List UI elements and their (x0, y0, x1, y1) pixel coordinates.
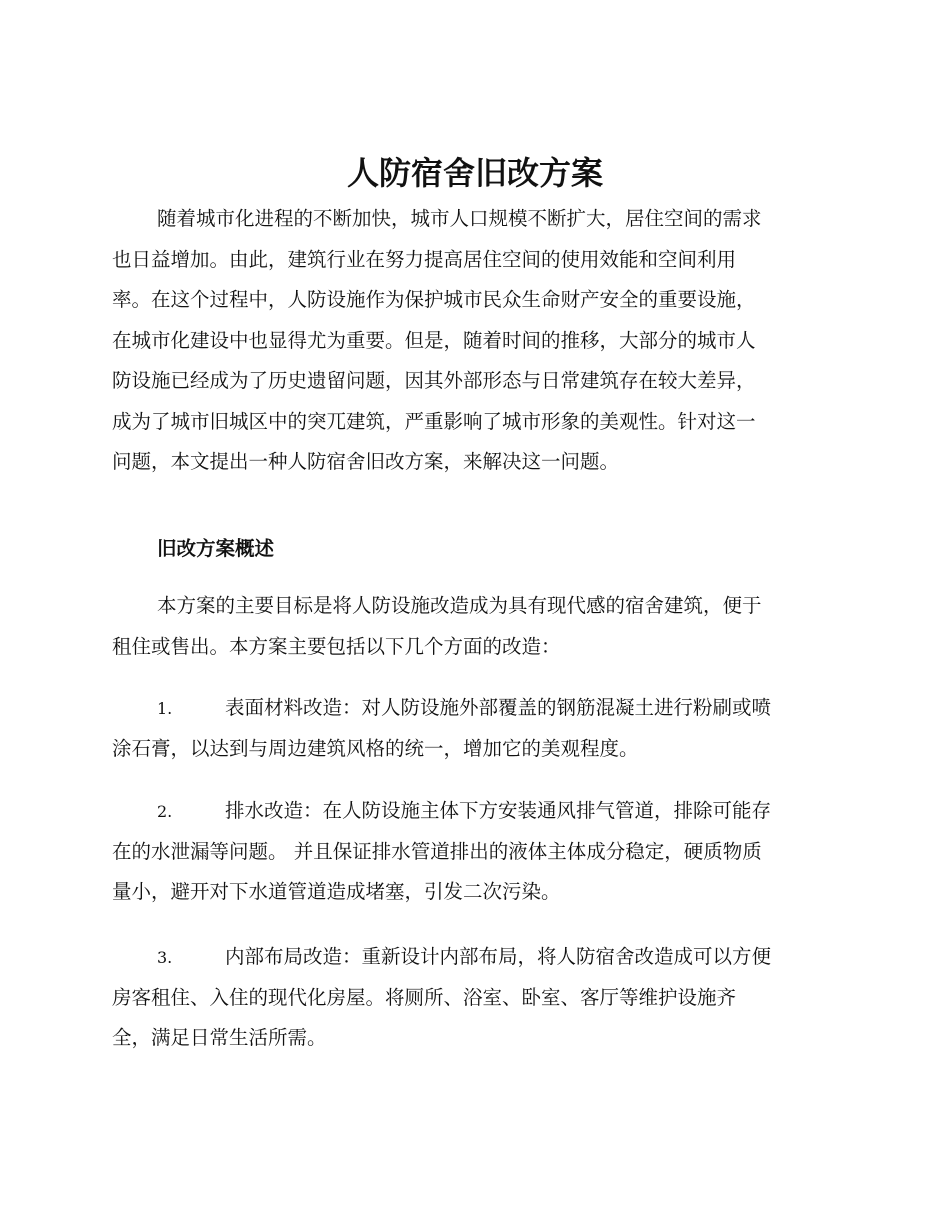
intro-line: 率。在这个过程中，人防设施作为保护城市民众生命财产安全的重要设施， (112, 288, 756, 311)
intro-line: 防设施已经成为了历史遗留问题，因其外部形态与日常建筑存在较大差异， (112, 369, 756, 392)
list-item-line: 在的水泄漏等问题。 并且保证排水管道排出的液体主体成分稳定，硬质物质 (112, 839, 762, 863)
list-item-number: 1. (157, 699, 173, 718)
intro-line: 随着城市化进程的不断加快，城市人口规模不断扩大，居住空间的需求 (157, 207, 762, 230)
list-item-text: 排水改造：在人防设施主体下方安装通风排气管道，排除可能存 (225, 799, 772, 822)
intro-paragraph (112, 199, 838, 483)
list-item-first-line (112, 937, 838, 978)
list-item-2 (112, 791, 838, 913)
list-item-1 (112, 688, 838, 769)
document-title: 人防宿舍旧改方案 (346, 154, 603, 192)
list-item-line: 量小，避开对下水道管道造成堵塞，引发二次污染。 (112, 880, 561, 903)
list-item-first-line (112, 791, 838, 832)
list-item-first-line (112, 688, 838, 729)
list-item-line: 涂石膏，以达到与周边建筑风格的统一，增加它的美观程度。 (112, 736, 639, 760)
intro-line: 也日益增加。由此，建筑行业在努力提高居住空间的使用效能和空间利用 (112, 247, 737, 271)
intro-line: 成为了城市旧城区中的突兀建筑，严重影响了城市形象的美观性。针对这一 (112, 409, 756, 433)
list-item-line: 房客租住、入住的现代化房屋。将厕所、浴室、卧室、客厅等维护设施齐 (112, 985, 737, 1009)
list-item-text: 内部布局改造：重新设计内部布局，将人防宿舍改造成可以方便 (225, 945, 772, 968)
list-item-number: 3. (157, 948, 173, 967)
list-item-3 (112, 937, 838, 1059)
list-item-number: 2. (157, 802, 173, 821)
intro-line: 问题，本文提出一种人防宿舍旧改方案，来解决这一问题。 (112, 450, 620, 473)
overview-paragraph (112, 586, 838, 667)
list-item-text: 表面材料改造：对人防设施外部覆盖的钢筋混凝土进行粉刷或喷 (225, 696, 772, 719)
overview-line: 本方案的主要目标是将人防设施改造成为具有现代感的宿舍建筑，便于 (157, 594, 762, 617)
intro-line: 在城市化建设中也显得尤为重要。但是，随着时间的推移，大部分的城市人 (112, 328, 756, 352)
section-heading: 旧改方案概述 (157, 537, 275, 560)
overview-line: 租住或售出。本方案主要包括以下几个方面的改造： (112, 634, 561, 658)
list-item-line: 全，满足日常生活所需。 (112, 1026, 327, 1049)
